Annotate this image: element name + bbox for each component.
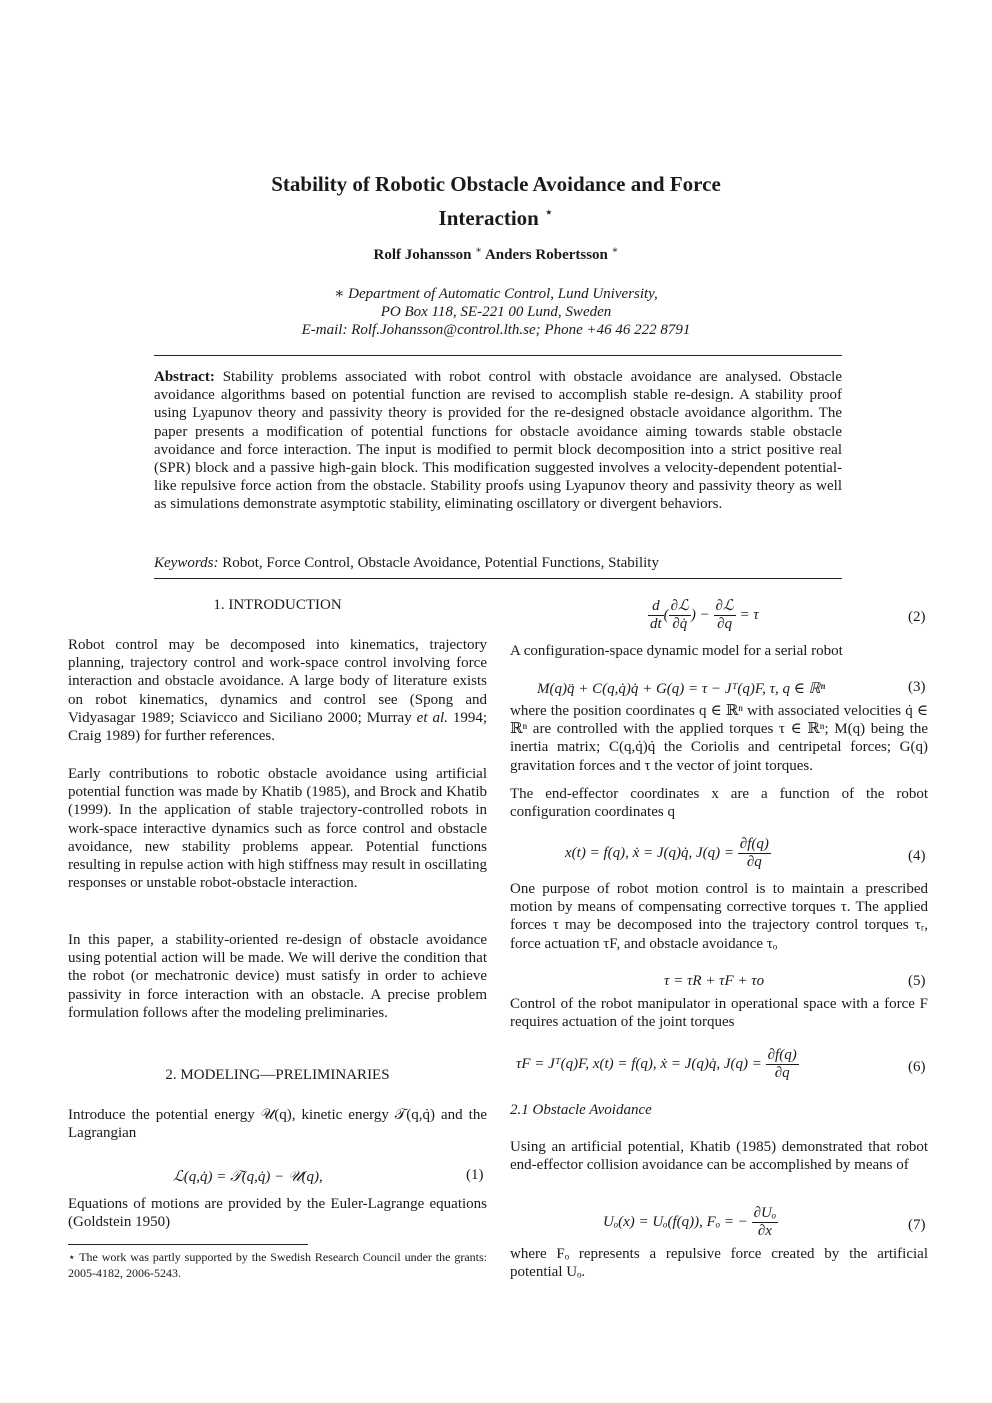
where-paragraph: where the position coordinates q ∈ ℝⁿ with associated velocities q̇ ∈ ℝⁿ are controlled with the applied torques τ ∈ ℝⁿ; M(q) being the inertia matrix; C(q,q̇)q̇ the Coriolis and centripetal forces; G(q) gravitation forces and τ the vector of joint torques.: [510, 703, 928, 774]
equation-5-number: (5): [908, 973, 926, 989]
intro-paragraph-2: Early contributions to robotic obstacle avoidance using artificial potential function was made by Khatib (1985), and Brock and Khatib (1999). In the application of stable trajectory-controlled robots in work-space interactive dynamics such as force control and obstacle avoidance, new stability problems appear. Potential functions resulting in repulse action with high stiffness may result in oscillating responses or unstable robot-obstacle interaction.: [68, 766, 487, 892]
title-star: ⋆: [544, 205, 554, 221]
modeling-paragraph-1: Introduce the potential energy 𝒰(q), kinetic energy 𝒯(q,q̇) and the Lagrangian: [68, 1107, 487, 1142]
affiliation-line-3: E-mail: Rolf.Johansson@control.lth.se; Phone +46 46 222 8791: [301, 322, 691, 338]
equation-7: Uₒ(x) = Uₒ(f(q)), Fₒ = − $\frac{\text{∂Uₒ}}{\partial x}$: [603, 1205, 777, 1239]
section-2-heading: 2. MODELING—PRELIMINARIES: [165, 1067, 390, 1083]
equation-6: τF = Jᵀ(q)F, x(t) = f(q), ẋ = J(q)q̇, J(q) = $\frac{\partial f(q)}{\partial q}$: [516, 1047, 797, 1081]
footnote-star: ⋆: [68, 1250, 76, 1264]
equation-4: x(t) = f(q), ẋ = J(q)q̇, J(q) = $\frac{\partial f(q)}{\partial q}$: [565, 836, 769, 870]
et-al: et al.: [416, 709, 448, 726]
affiliation: [150, 285, 842, 339]
author-2: Anders Robertsson: [484, 247, 608, 263]
keywords-label: Keywords:: [154, 555, 219, 571]
keywords-text: Robot, Force Control, Obstacle Avoidance, Potential Functions, Stability: [222, 555, 659, 571]
affiliation-line-1: ∗ Department of Automatic Control, Lund University,: [334, 286, 658, 302]
intro-paragraph-1: Robot control may be decomposed into kinematics, trajectory planning, trajectory control and work-space control involving force interaction and obstacle avoidance. A large body of literature exists on robot kinematics, dynamics and control see (Spong and Vidyasagar 1989; Sciavicco and Siciliano 2000; Murray et al. 1994; Craig 1989) for further references.: [68, 637, 487, 745]
equation-7-number: (7): [908, 1217, 926, 1233]
config-paragraph: A configuration-space dynamic model for a serial robot: [510, 643, 843, 659]
title-line-1: Stability of Robotic Obstacle Avoidance and Force: [271, 172, 721, 196]
eq2-frac-dl-dqdot: $\frac{\text{∂ℒ}}{\partial q̇}$: [670, 598, 689, 632]
paper-title: [150, 170, 842, 233]
equation-3: M(q)q̈ + C(q,q̇)q̇ + G(q) = τ − Jᵀ(q)F, τ, q ∈ ℝⁿ: [537, 681, 826, 697]
footnote: [68, 1249, 487, 1281]
eq6-frac: $\frac{\partial f(q)}{\partial q}$: [767, 1047, 797, 1081]
intro-paragraph-3: In this paper, a stability-oriented re-design of obstacle avoidance using potential action will be made. We will derive the condition that the robot (or mechatronic device) must satisfy in order to achieve passivity in force interaction with an obstacle. A precise problem formulation follows after the modeling preliminaries.: [68, 932, 487, 1021]
affiliation-line-2: PO Box 118, SE-221 00 Lund, Sweden: [380, 304, 612, 320]
equation-5: τ = τR + τF + τo: [664, 973, 765, 989]
end-effector-paragraph: The end-effector coordinates x are a function of the robot configuration coordinates q: [510, 786, 928, 821]
eq7-frac: $\frac{\text{∂Uₒ}}{\partial x}$: [753, 1205, 777, 1239]
fo-paragraph: where Fₒ represents a repulsive force created by the artificial potential Uₒ.: [510, 1246, 928, 1281]
abstract-bottom-rule: [154, 578, 842, 579]
footnote-text: The work was partly supported by the Swedish Research Council under the grants: 2005-4182, 2006-5243.: [68, 1250, 487, 1280]
abstract: [154, 368, 842, 514]
abstract-top-rule: [154, 355, 842, 356]
equation-2-number: (2): [908, 609, 926, 625]
author-2-mark: ∗: [611, 245, 619, 256]
keywords: [154, 555, 842, 572]
author-1-mark: ∗: [475, 245, 483, 256]
author-list: [150, 245, 842, 264]
author-1: Rolf Johansson: [373, 247, 472, 263]
subsection-2-1-heading: 2.1 Obstacle Avoidance: [510, 1102, 652, 1118]
eq4-frac: $\frac{\partial f(q)}{\partial q}$: [739, 836, 769, 870]
eq2-frac-dl-dq: $\frac{\text{∂ℒ}}{\partial q}$: [715, 598, 734, 632]
equation-1: ℒ(q,q̇) = 𝒯(q,q̇) − 𝒰(q),: [173, 1169, 323, 1185]
equation-1-number: (1): [466, 1167, 484, 1183]
footnote-rule: [68, 1244, 308, 1245]
equation-4-number: (4): [908, 848, 926, 864]
equation-6-number: (6): [908, 1059, 926, 1075]
khatib-paragraph: Using an artificial potential, Khatib (1985) demonstrated that robot end-effector collision avoidance can be accomplished by means of: [510, 1139, 928, 1174]
title-line-2: Interaction ⋆: [438, 205, 554, 230]
abstract-text: Stability problems associated with robot control with obstacle avoidance are analysed. Obstacle avoidance algorithms based on potential function are revised to accomplish stable re-design. A stability proof using Lyapunov theory and passivity theory is provided for the re-designed obstacle avoidance algorithm. The paper presents a modification of potential functions for obstacle avoidance aiming towards stable obstacle avoidance and force interaction. The input is modified to permit block decomposition into a strict positive real (SPR) block and a passive high-gain block. This modification suggested involves a velocity-dependent potential-like repulsive force action from the obstacle. Stability proofs using Lyapunov theory and passivity theory as well as simulations demonstrate asymptotic stability, eliminating oscillatory or divergent behaviors.: [154, 369, 843, 513]
control-paragraph: Control of the robot manipulator in operational space with a force F requires actuation of the joint torques: [510, 996, 928, 1031]
abstract-label: Abstract:: [154, 369, 215, 385]
modeling-paragraph-2: Equations of motions are provided by the Euler-Lagrange equations (Goldstein 1950): [68, 1196, 487, 1231]
section-1-heading: 1. INTRODUCTION: [213, 597, 342, 613]
eq2-frac-d-dt: $\frac{d}{dt}$: [650, 598, 662, 632]
equation-3-number: (3): [908, 679, 926, 695]
equation-2: $\frac{d}{dt}$ ( $\frac{\text{∂ℒ}}{\partial q̇}$ ) − $\frac{\text{∂ℒ}}{\partial q}$ = τ: [650, 598, 759, 632]
purpose-paragraph: One purpose of robot motion control is to maintain a prescribed motion by means of compensating corrective torques τ. The applied forces τ may be decomposed into the trajectory control torques τᵣ, force actuation τF, and obstacle avoidance τₒ: [510, 881, 928, 952]
